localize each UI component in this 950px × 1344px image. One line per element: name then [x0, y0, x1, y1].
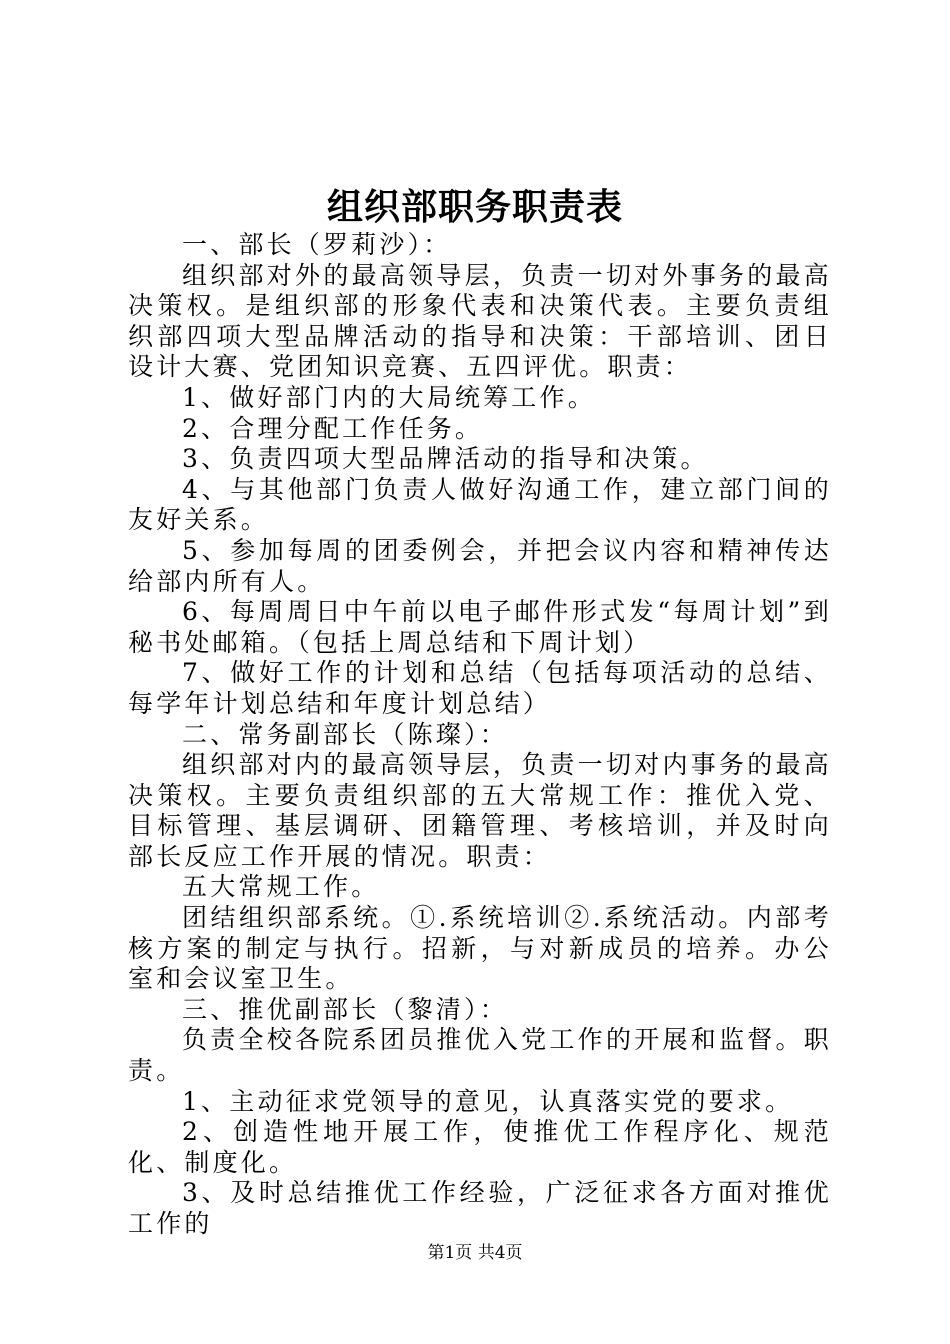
list-item: 3、负责四项大型品牌活动的指导和决策。	[182, 444, 709, 474]
list-item: 1、做好部门内的大局统筹工作。	[182, 382, 596, 412]
list-item: 3、及时总结推优工作经验，广泛征求各方面对推优工作的	[128, 1178, 832, 1238]
list-item: 1、主动征求党领导的意见，认真落实党的要求。	[182, 1086, 794, 1116]
paragraph: 组织部对内的最高领导层，负责一切对内事务的最高决策权。主要负责组织部的五大常规工作：推优入党、目标管理、基层调研、团籍管理、考核培训，并及时向部长反应工作开展的情况。职责：	[128, 750, 832, 871]
section-heading-recommendation-deputy: 三、推优副部长（黎清）：	[182, 994, 508, 1024]
list-item: 6、每周周日中午前以电子邮件形式发“每周计划”到秘书处邮箱。（包括上周总结和下周计划）	[128, 597, 832, 657]
list-item: 5、参加每周的团委例会，并把会议内容和精神传达给部内所有人。	[128, 535, 832, 596]
section-heading-minister: 一、部长（罗莉沙）：	[182, 230, 452, 259]
document-body	[128, 230, 832, 1240]
paragraph: 负责全校各院系团员推优入党工作的开展和监督。职责。	[128, 1025, 832, 1086]
paragraph: 组织部对外的最高领导层，负责一切对外事务的最高决策权。是组织部的形象代表和决策代表。主要负责组织部四项大型品牌活动的指导和决策：干部培训、团日设计大赛、党团知识竞赛、五四评优。职责：	[128, 260, 832, 382]
list-item: 2、合理分配工作任务。	[182, 413, 484, 443]
page-number: 第1页 共4页	[427, 1243, 523, 1263]
paragraph: 团结组织部系统。①.系统培训②.系统活动。内部考核方案的制定与执行。招新，与对新成员的培养。办公室和会议室卫生。	[128, 903, 832, 994]
list-item: 2、创造性地开展工作，使推优工作程序化、规范化、制度化。	[128, 1117, 832, 1177]
list-item: 4、与其他部门负责人做好沟通工作，建立部门间的友好关系。	[128, 474, 832, 535]
section-heading-executive-deputy: 二、常务副部长（陈璨）：	[182, 719, 508, 749]
list-item: 7、做好工作的计划和总结（包括每项活动的总结、每学年计划总结和年度计划总结）	[128, 658, 832, 718]
document-title: 组织部职务职责表	[326, 186, 623, 228]
paragraph: 五大常规工作。	[182, 872, 380, 902]
